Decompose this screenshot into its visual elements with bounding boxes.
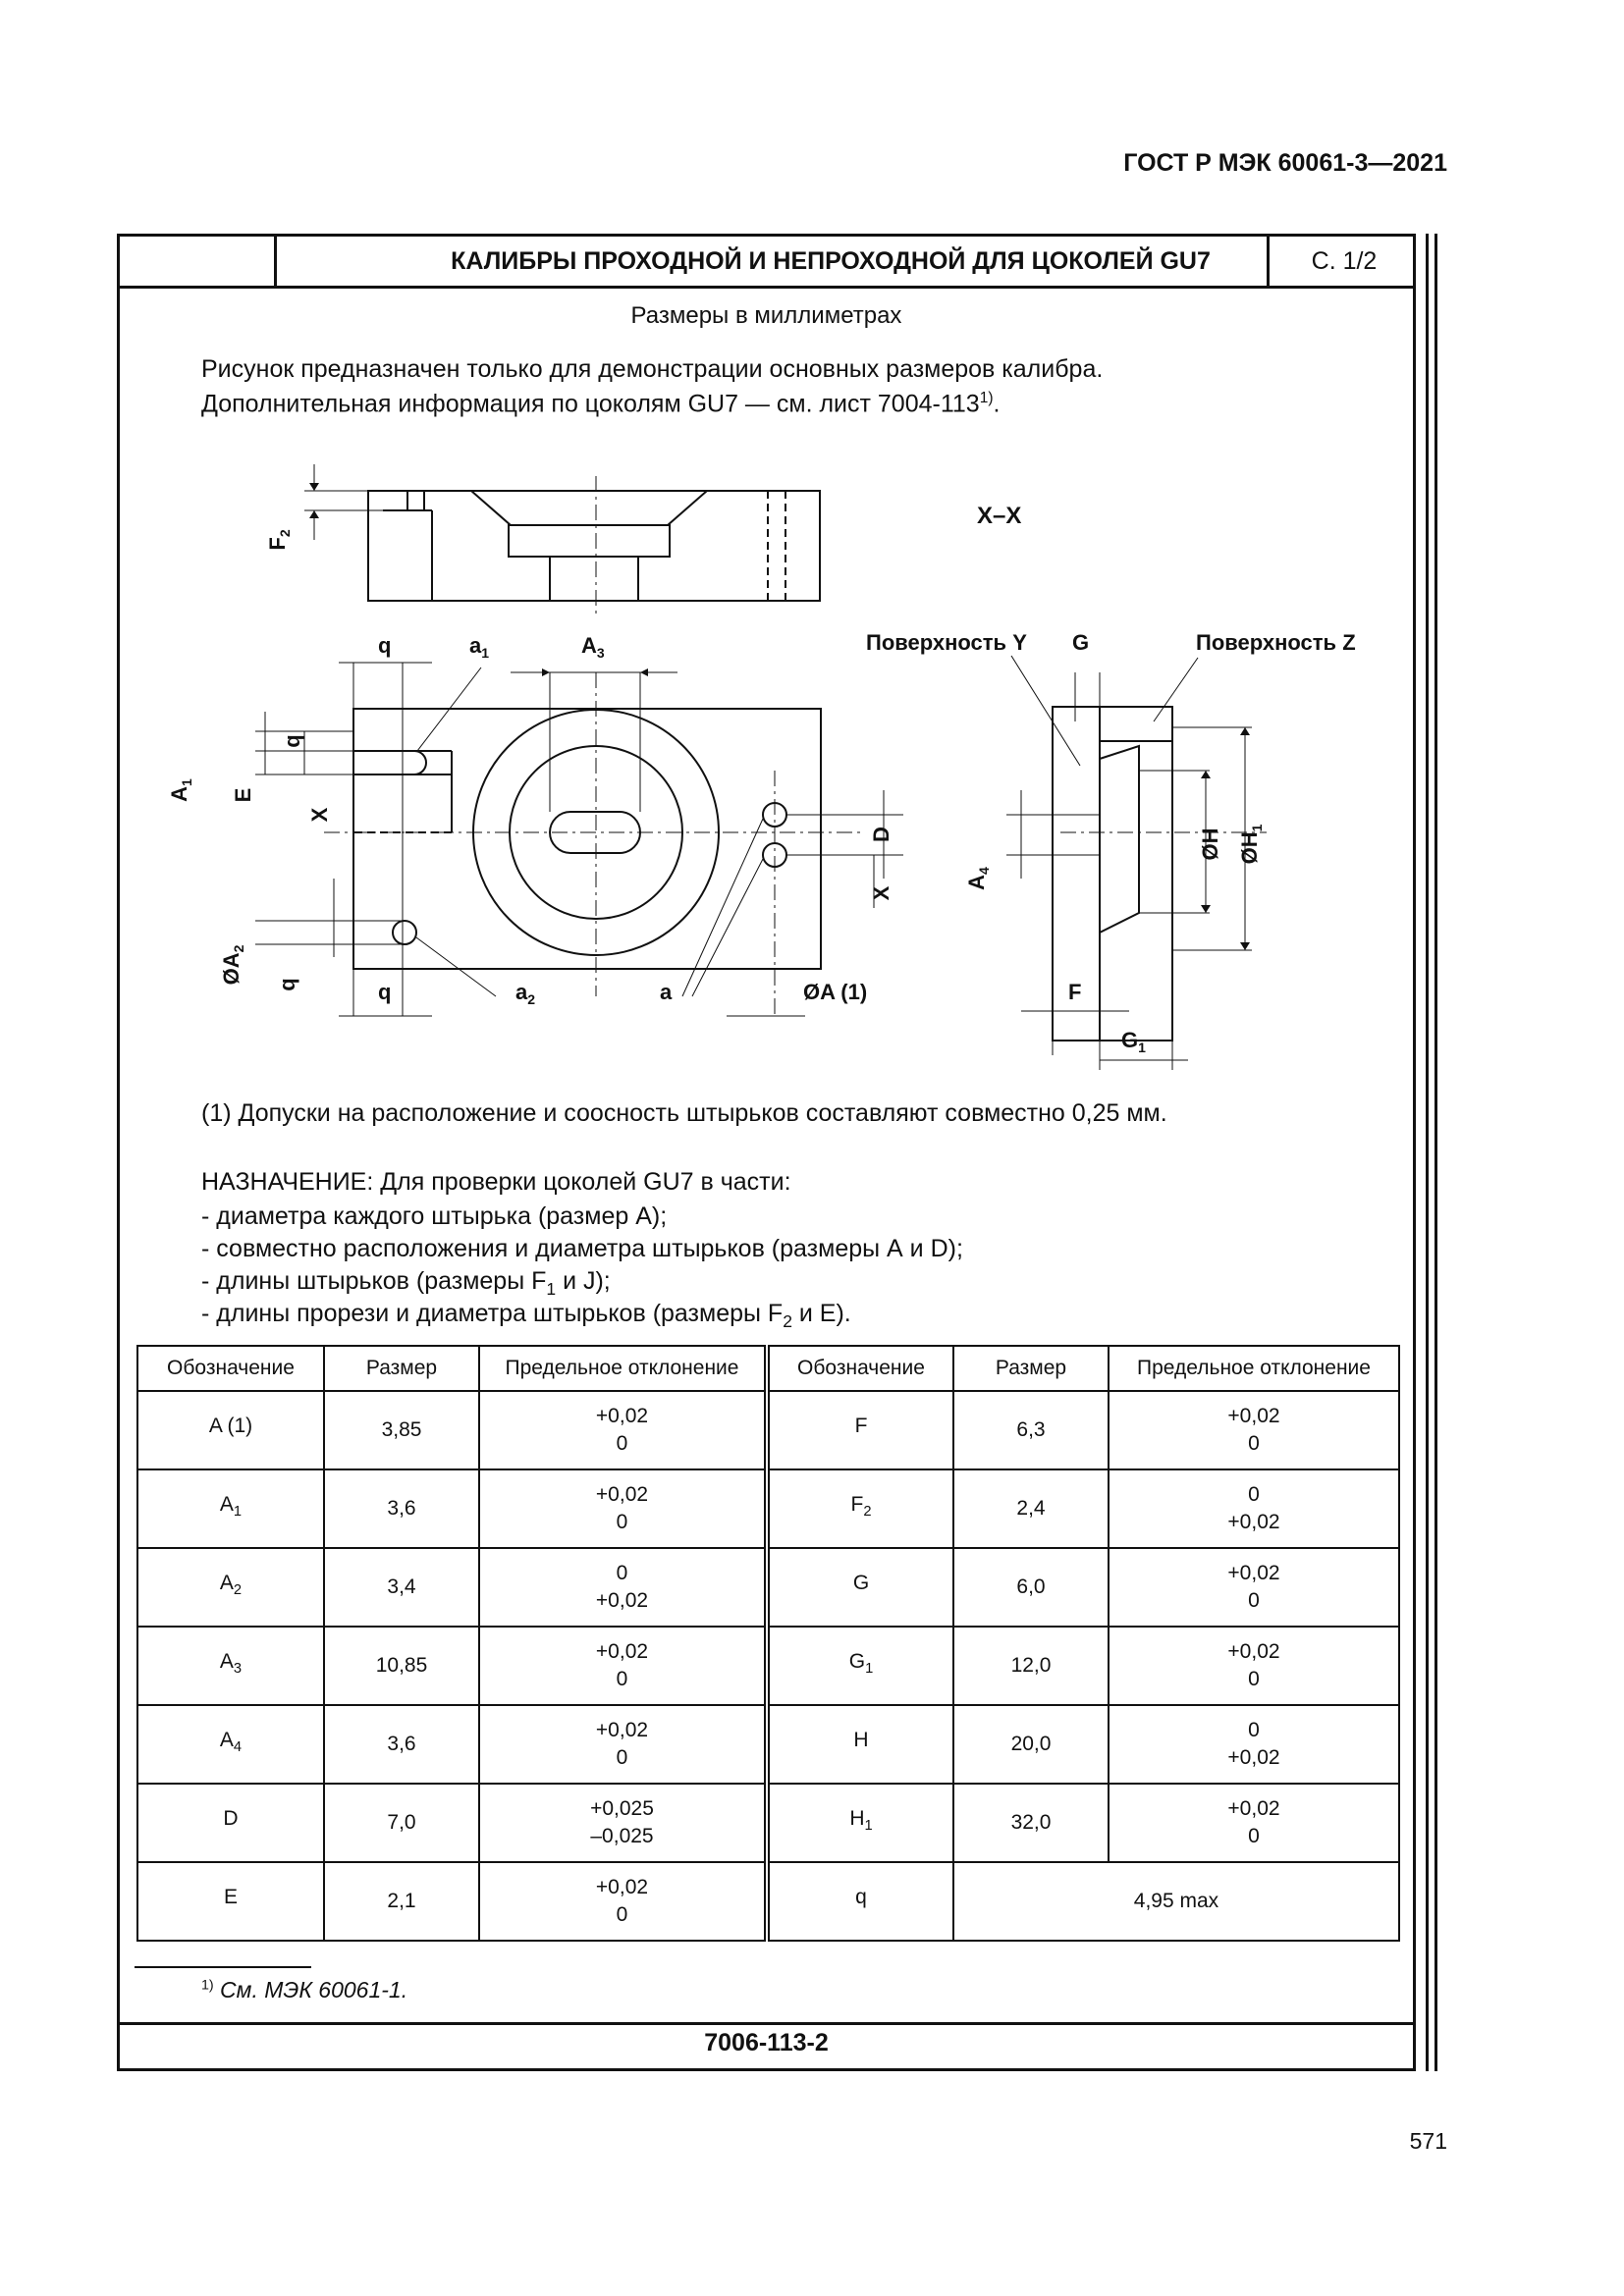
table-row	[137, 1862, 1399, 1941]
tolerance-cell: +0,02 0	[479, 1862, 767, 1941]
purpose-item-3: - длины штырьков (размеры $F_1$ и J);	[201, 1267, 611, 1299]
top-view-recess	[509, 525, 670, 557]
table-header-cell: Размер	[953, 1346, 1109, 1391]
label-X-right: X	[869, 885, 893, 901]
dimensions-note: Размеры в миллиметрах	[630, 302, 902, 329]
size-cell: 6,3	[953, 1391, 1109, 1469]
top-section-view	[304, 464, 820, 618]
designation-cell: A (1)	[137, 1391, 324, 1469]
designation-cell: E	[137, 1862, 324, 1941]
label-X-left: X	[307, 807, 332, 823]
tolerance-cell: +0,025 –0,025	[479, 1784, 767, 1862]
table-header-row	[137, 1346, 1399, 1391]
frame-margin-line-2	[1435, 234, 1437, 2071]
label-a: a	[660, 980, 673, 1004]
label-q-bottom: q	[378, 980, 392, 1004]
label-phiA: ØA (1)	[803, 980, 868, 1004]
purpose-item-2: - совместно расположения и диаметра штырьков (размеры А и D);	[201, 1235, 963, 1262]
top-view-cone	[471, 491, 707, 525]
label-a2: $a_2$	[515, 980, 536, 1007]
designation-cell: D	[137, 1784, 324, 1862]
label-F: F	[1068, 980, 1082, 1004]
dimensions-table	[136, 1345, 1400, 1942]
tolerance-cell: +0,02 0	[1109, 1627, 1399, 1705]
label-phiH: ØH	[1198, 828, 1222, 861]
table-header-cell: Предельное отклонение	[1109, 1346, 1399, 1391]
size-cell: 3,6	[324, 1469, 479, 1548]
table-header-cell: Обозначение	[137, 1346, 324, 1391]
plan-view	[255, 663, 903, 1016]
size-cell: 2,1	[324, 1862, 479, 1941]
tolerance-cell: +0,02 0	[1109, 1391, 1399, 1469]
tolerance-cell: 0 +0,02	[1109, 1705, 1399, 1784]
designation-cell: $G_1$	[767, 1627, 953, 1705]
label-G1: $G_1$	[1121, 1028, 1146, 1055]
size-cell: 3,6	[324, 1705, 479, 1784]
intro-line-1: Рисунок предназначен только для демонстрации основных размеров калибра.	[201, 355, 1104, 383]
tolerance-cell: +0,02 0	[479, 1391, 767, 1469]
designation-cell: $A_3$	[137, 1627, 324, 1705]
designation-cell: $F_2$	[767, 1469, 953, 1548]
label-phiH1: $ØH_1$	[1237, 824, 1265, 865]
designation-cell: $A_4$	[137, 1705, 324, 1784]
tolerance-cell: 0 +0,02	[1109, 1469, 1399, 1548]
designation-cell: $A_1$	[137, 1469, 324, 1548]
label-a1: $a_1$	[469, 633, 490, 661]
size-cell: 20,0	[953, 1705, 1109, 1784]
table-header-cell: Предельное отклонение	[479, 1346, 767, 1391]
label-q-top: q	[378, 633, 392, 658]
table-row	[137, 1627, 1399, 1705]
pin-hole-a2	[393, 921, 416, 944]
footnote-rule	[135, 1966, 311, 1968]
size-cell: 32,0	[953, 1784, 1109, 1862]
footnote: $^{1)}$ См. МЭК 60061-1.	[201, 1977, 408, 2002]
gauge-drawing	[157, 447, 1384, 1075]
purpose-heading: НАЗНАЧЕНИЕ: Для проверки цоколей GU7 в части:	[201, 1168, 791, 1196]
label-A1: $A_1$	[167, 778, 194, 802]
designation-cell: $A_2$	[137, 1548, 324, 1627]
section-label: X–X	[977, 503, 1022, 529]
label-q-left-bottom: q	[275, 978, 299, 991]
size-cell: 10,85	[324, 1627, 479, 1705]
tolerance-cell: +0,02 0	[479, 1705, 767, 1784]
side-view	[1006, 656, 1267, 1070]
title-left-cell	[120, 237, 277, 286]
frame-margin-line-1	[1426, 234, 1429, 2071]
table-row	[137, 1469, 1399, 1548]
sheet-code: 7006-113-2	[704, 2029, 829, 2056]
size-cell: 3,85	[324, 1391, 479, 1469]
size-cell: 2,4	[953, 1469, 1109, 1548]
table-row	[137, 1784, 1399, 1862]
label-A4: $A_4$	[964, 867, 992, 890]
intro-line-2: Дополнительная информация по цоколям GU7 — см. лист 7004-113$^{1)}$.	[201, 390, 1001, 418]
label-surface-Y: Поверхность Y	[866, 630, 1027, 655]
merged-size-cell: 4,95 max	[953, 1862, 1399, 1941]
label-q-left: q	[280, 734, 304, 748]
table-header-cell: Обозначение	[767, 1346, 953, 1391]
side-chamfer	[1100, 746, 1139, 933]
size-cell: 3,4	[324, 1548, 479, 1627]
designation-cell: G	[767, 1548, 953, 1627]
bottom-rule	[120, 2022, 1413, 2025]
table-row	[137, 1705, 1399, 1784]
size-cell: 7,0	[324, 1784, 479, 1862]
designation-cell: $H_1$	[767, 1784, 953, 1862]
label-F2: $F_2$	[265, 529, 293, 551]
purpose-item-4: - длины прорези и диаметра штырьков (размеры $F_2$ и E).	[201, 1300, 851, 1331]
size-cell: 6,0	[953, 1548, 1109, 1627]
label-phiA2: $ØA_2$	[219, 944, 246, 986]
designation-cell: q	[767, 1862, 953, 1941]
tolerance-cell: 0 +0,02	[479, 1548, 767, 1627]
sheet-page-indicator: С. 1/2	[1267, 237, 1419, 286]
tolerance-cell: +0,02 0	[1109, 1784, 1399, 1862]
sheet-title: КАЛИБРЫ ПРОХОДНОЙ И НЕПРОХОДНОЙ ДЛЯ ЦОКОЛЕЙ GU7	[451, 247, 1211, 275]
plan-body	[353, 709, 821, 969]
label-E: E	[231, 787, 255, 803]
table-row	[137, 1391, 1399, 1469]
label-D: D	[869, 827, 893, 842]
label-G: G	[1072, 630, 1090, 655]
top-view-body	[368, 491, 820, 601]
table-row	[137, 1548, 1399, 1627]
tolerance-cell: +0,02 0	[479, 1469, 767, 1548]
title-row	[120, 237, 1413, 289]
tolerance-cell: +0,02 0	[479, 1627, 767, 1705]
size-cell: 12,0	[953, 1627, 1109, 1705]
purpose-item-1: - диаметра каждого штырька (размер А);	[201, 1202, 668, 1230]
table-header-cell: Размер	[324, 1346, 479, 1391]
page-number: 571	[1409, 2128, 1447, 2154]
tolerance-cell: +0,02 0	[1109, 1548, 1399, 1627]
designation-cell: F	[767, 1391, 953, 1469]
designation-cell: H	[767, 1705, 953, 1784]
label-A3: $A_3$	[581, 633, 605, 661]
label-surface-Z: Поверхность Z	[1196, 630, 1356, 655]
tolerance-note: (1) Допуски на расположение и соосность штырьков составляют совместно 0,25 мм.	[201, 1099, 1167, 1127]
document-standard-header: ГОСТ Р МЭК 60061-3—2021	[1123, 149, 1447, 177]
slot-a1	[353, 751, 426, 774]
